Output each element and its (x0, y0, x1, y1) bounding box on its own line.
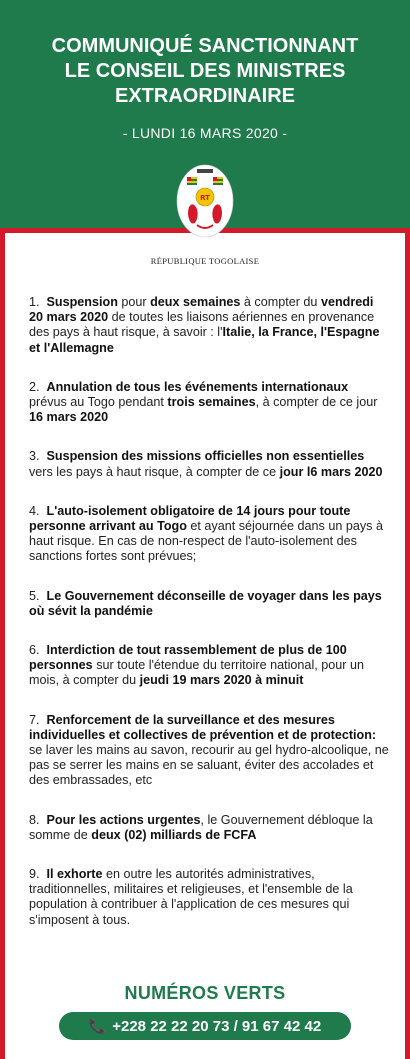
item-bold-text: deux semaines (150, 295, 241, 309)
list-item (29, 589, 389, 619)
right-red-border (405, 228, 410, 1059)
item-bold-text: Renforcement de la surveillance et des mesures individuelles et collectives de prévention et de protection: (29, 712, 377, 742)
item-number: 7. (29, 712, 40, 727)
item-bold-text: jeudi 19 mars 2020 à minuit (139, 673, 304, 688)
page-title (0, 34, 410, 109)
list-item (29, 295, 389, 356)
item-number: 6. (29, 643, 40, 658)
item-bold-text: Interdiction de tout rassemblement de plus de 100 personnes (29, 643, 347, 673)
list-item (29, 643, 389, 689)
left-red-border (0, 228, 5, 1059)
list-item (29, 813, 389, 843)
item-number: 2. (29, 379, 40, 394)
item-bold-text: L'auto-isolement obligatoire de 14 jours pour toute personne arrivant au Togo (29, 503, 351, 534)
item-bold-text: Le Gouvernement déconseille de voyager dans les pays où sévit la pandémie (29, 588, 382, 618)
phone-icon: 📞 (88, 1017, 107, 1034)
list-item (29, 449, 389, 479)
item-bold-text: 16 mars 2020 (29, 410, 109, 425)
item-text: vers les pays à haut risque, à compter de ce (29, 464, 280, 479)
item-number: 3. (29, 449, 40, 464)
item-bold-text: jour l6 mars 2020 (279, 464, 383, 479)
item-number: 8. (29, 812, 40, 827)
item-number: 4. (29, 503, 40, 518)
item-text: se laver les mains au savon, recourir au gel hydro-alcoolique, ne pas se serrer les mains en se saluant, éviter des accolades et des embrassades, etc (29, 743, 389, 788)
emblem-initials: RT (200, 194, 210, 202)
item-text: pour (117, 295, 151, 309)
item-bold-text: vendredi 20 mars 2020 (29, 295, 374, 325)
item-text: en outre les autorités administratives, traditionnelles, militaires et religieuses, et l'ensemble de la population à contribuer à l'application de ces mesures qui s'imposent à tous. (29, 867, 353, 927)
list-item (29, 380, 389, 426)
phone-numbers-badge (59, 1012, 351, 1040)
item-bold-text: deux (02) milliards de FCFA (91, 827, 257, 842)
item-number: 9. (29, 867, 40, 882)
item-number: 5. (29, 588, 40, 603)
list-item (29, 504, 389, 565)
item-bold-text: Annulation de tous les événements internationaux (46, 379, 349, 394)
togo-emblem-icon (175, 163, 235, 243)
date-line: - LUNDI 16 MARS 2020 - (122, 125, 288, 141)
title-line-1: COMMUNIQUÉ SANCTIONNANT (51, 35, 359, 57)
item-text: prévus au Togo pendant (29, 395, 168, 410)
item-bold-text: Suspension des missions officielles non essentielles (46, 449, 365, 464)
item-bold-text: trois semaines (167, 395, 256, 410)
phone-numbers: +228 22 22 20 73 / 91 67 42 42 (112, 1017, 322, 1035)
item-bold-text: Italie, la France, l'Espagne et l'Allemagne (29, 325, 380, 355)
item-text: et ayant séjournée dans un pays à haut risque. En cas de non-respect de l'auto-isolement des sanctions fortes sont prévues; (29, 519, 383, 564)
item-bold-text: Pour les actions urgentes (46, 812, 201, 827)
item-text: de toutes les liaisons aériennes en provenance des pays à haut risque, à savoir : l' (29, 310, 375, 340)
item-text: , le Gouvernement débloque la somme de (29, 812, 373, 842)
list-item (29, 713, 389, 789)
title-line-2: LE CONSEIL DES MINISTRES (64, 60, 346, 82)
item-text: à compter du (240, 295, 321, 309)
item-number: 1. (29, 295, 40, 309)
item-text: sur toute l'étendue du territoire national, pour un mois, à compter du (29, 658, 364, 688)
item-bold-text: Suspension (46, 295, 118, 309)
item-text: , à compter de ce jour (255, 395, 378, 410)
republic-label: RÉPUBLIQUE TOGOLAISE (150, 256, 260, 266)
measures-list (29, 295, 389, 952)
title-line-3: EXTRAORDINAIRE (114, 85, 295, 107)
green-numbers-heading: NUMÉROS VERTS (124, 983, 286, 1003)
item-bold-text: Il exhorte (46, 867, 103, 882)
list-item (29, 867, 389, 928)
